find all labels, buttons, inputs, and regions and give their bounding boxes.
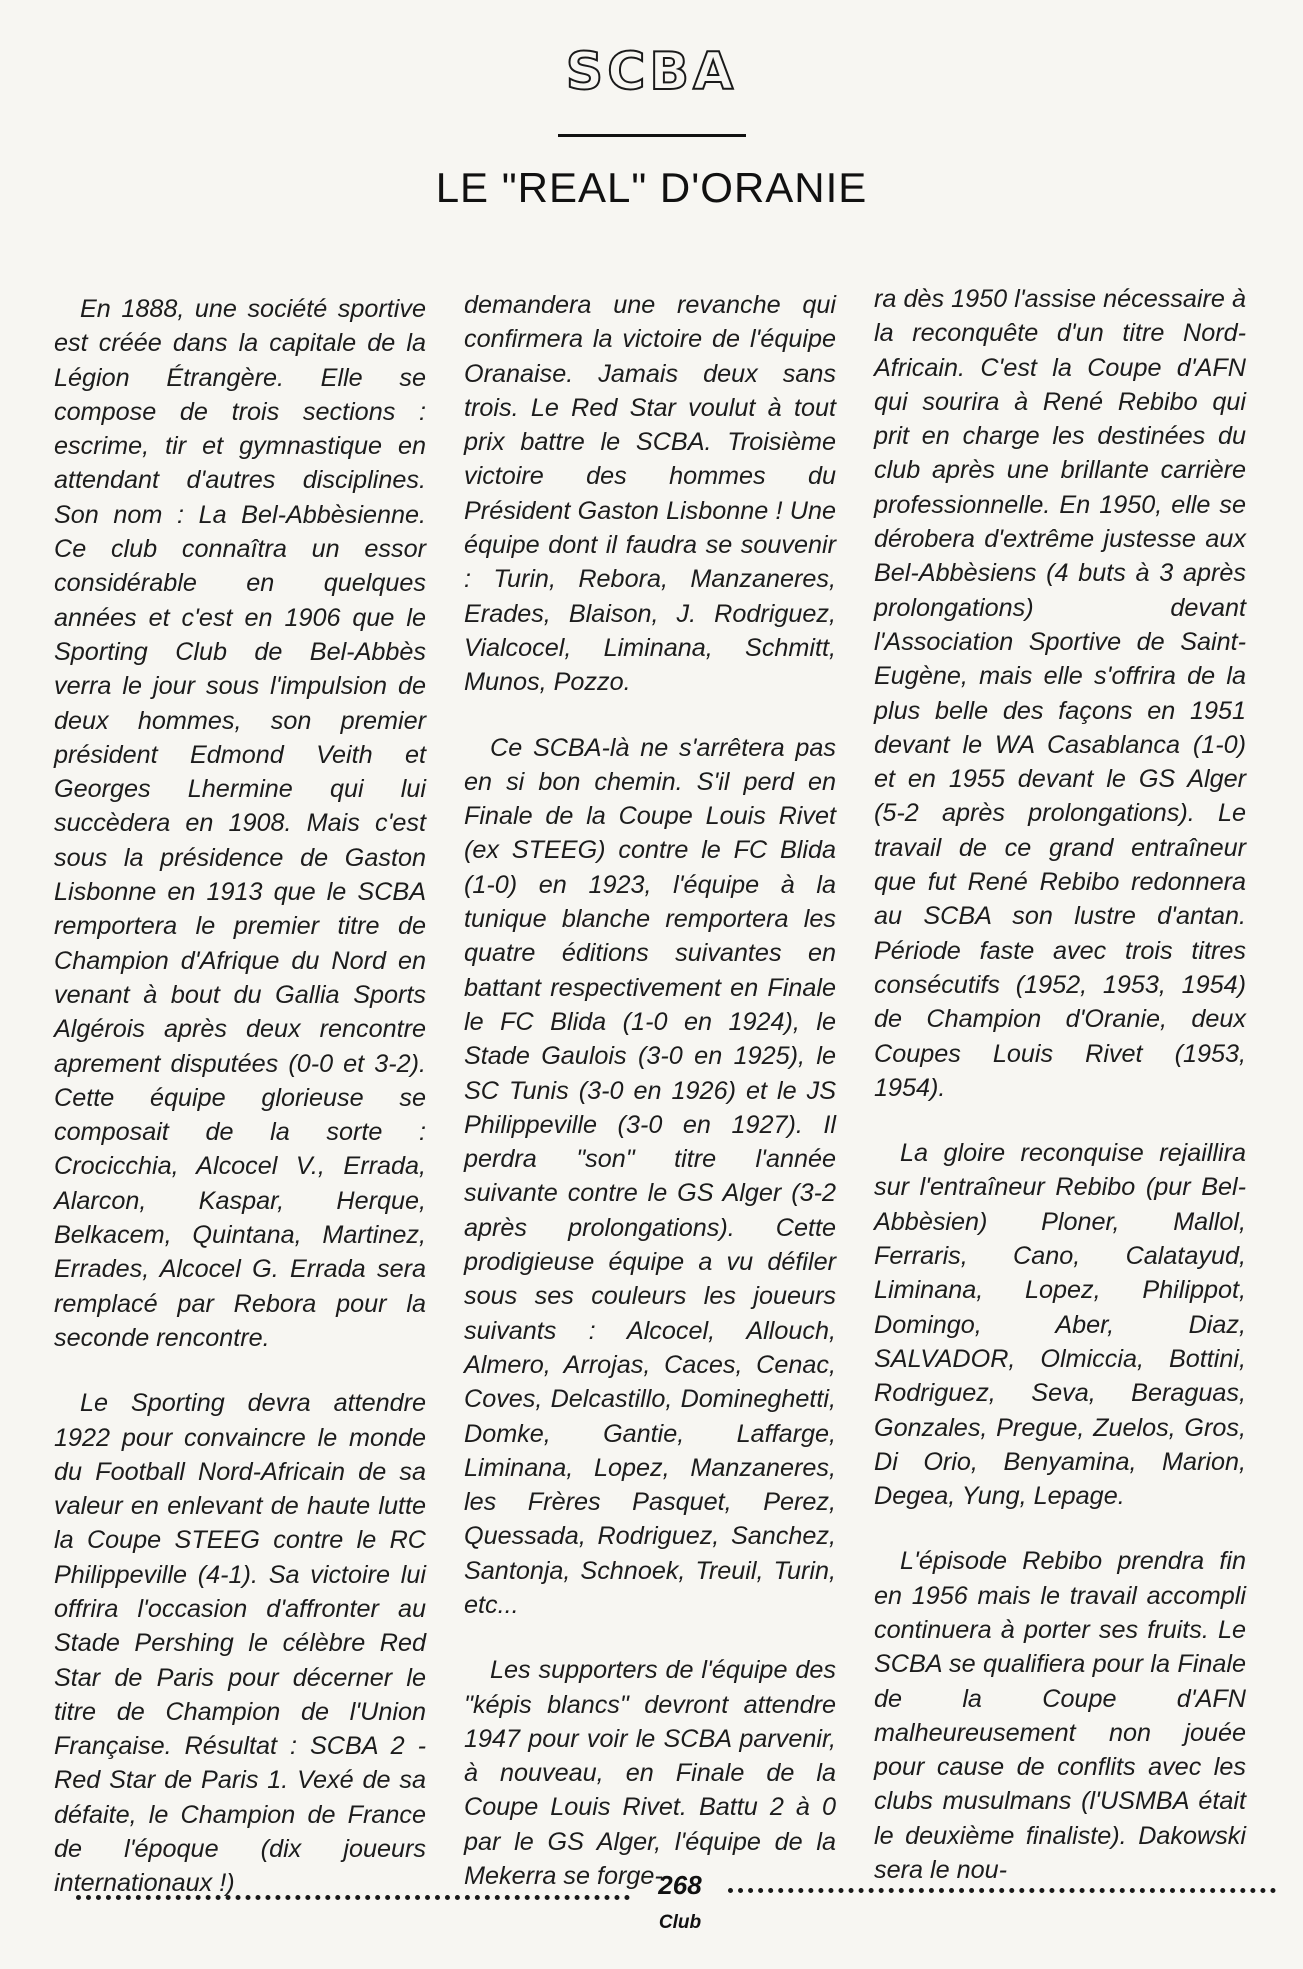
paragraph-coupe-steeg-1922: Le Sporting devra attendre 1922 pour convaincre le monde du Football Nord-Africain de sa valeur en enlevant de haute lutte la Coupe STEEG contre le RC Philippeville (4-1). Sa victoire lui offrira l'occasion d'affronter au Stade Pershing le célèbre Red Star de Paris pour décerner le titre de Champion de l'Union Française. Résultat : SCBA 2 - Red Star de Paris 1. Vexé de sa défaite, le Champion de France de l'époque (dix joueurs internationaux !) <box>54 1389 426 1898</box>
paragraph-rebibo-era: ra dès 1950 l'assise nécessaire à la reconquête d'un titre Nord-Africain. C'est la Coupe d'AFN qui sourira à René Rebibo qui prit en charge les destinées du club après une brillante carrière professionnelle. En 1950, elle se dérobera d'extrême justesse aux Bel-Abbèsiens (4 buts à 3 après prolongations) devant l'Association Sportive de Saint-Eugène, mais elle s'offrira de la plus belle des façons en 1951 devant le WA Casablanca (1-0) et en 1955 devant le GS Alger (5-2 après prolongations). Le travail de ce grand entraîneur que fut René Rebibo redonnera au SCBA son lustre d'antan. Période faste avec trois titres consécutifs (1952, 1953, 1954) de Champion d'Oranie, deux Coupes Louis Rivet (1953, 1954). <box>874 285 1246 1102</box>
paragraph-players-list: La gloire reconquise rejaillira sur l'entraîneur Rebibo (pur Bel-Abbèsien) Ploner, Mallol, Ferraris, Cano, Calatayud, Liminana, Lopez, Philippot, Domingo, Aber, Diaz, SALVADOR, Olmiccia, Bottini, Rodriguez, Seva, Beraguas, Gonzales, Pregue, Zuelos, Gros, Di Orio, Benyamina, Marion, Degea, Yung, Lepage. <box>874 1139 1246 1511</box>
article-column-3 <box>874 282 1246 1918</box>
footer-divider-right <box>728 1888 1276 1893</box>
paragraph-history-1888: En 1888, une société sportive est créée dans la capitale de la Légion Étrangère. Elle se compose de trois sections : escrime, tir et gymnastique en attendant d'autres disciplines. Son nom : La Bel-Abbèsienne. Ce club connaîtra un essor considérable en quelques années et c'est en 1906 que le Sporting Club de Bel-Abbès verra le jour sous l'impulsion de deux hommes, son premier président Edmond Veith et Georges Lhermine qui lui succèdera en 1908. Mais c'est sous la présidence de Gaston Lisbonne en 1913 que le SCBA remportera le premier titre de Champion d'Afrique du Nord en venant à bout du Gallia Sports Algérois après deux rencontre aprement disputées (0-0 et 3-2). Cette équipe glorieuse se composait de la sorte : Crocicchia, Alcocel V., Errada, Alarcon, Kaspar, Herque, Belkacem, Quintana, Martinez, Errades, Alcocel G. Errada sera remplacé par Rebora pour la seconde rencontre. <box>54 295 426 1352</box>
paragraph-kepis-blancs-1947: Les supporters de l'équipe des "képis blancs" devront attendre 1947 pour voir le SCBA parvenir, à nouveau, en Finale de la Coupe Louis Rivet. Battu 2 à 0 par le GS Alger, l'équipe de la Mekerra se forge- <box>464 1656 836 1891</box>
article-column-2 <box>464 288 836 1924</box>
paragraph-rebibo-end: L'épisode Rebibo prendra fin en 1956 mais le travail accompli continuera à porter ses fruits. Le SCBA se qualifiera pour la Finale de la Coupe d'AFN malheureusement non jouée pour cause de conflits avec les clubs musulmans (l'USMBA était le deuxième finaliste). Dakowski sera le nou- <box>874 1547 1246 1885</box>
paragraph-coupe-louis-rivet: Ce SCBA-là ne s'arrêtera pas en si bon chemin. S'il perd en Finale de la Coupe Louis Rivet (ex STEEG) contre le FC Blida (1-0) en 1923, l'équipe à la tunique blanche remportera les quatre éditions suivantes en battant respectivement en Finale le FC Blida (1-0 en 1924), le Stade Gaulois (3-0 en 1925), le SC Tunis (3-0 en 1926) et le JS Philippeville (3-0 en 1927). Il perdra "son" titre l'année suivante contre le GS Alger (3-2 après prolongations). Cette prodigieuse équipe a vu défiler sous ses couleurs les joueurs suivants : Alcocel, Allouch, Almero, Arrojas, Caces, Cenac, Coves, Delcastillo, Domineghetti, Domke, Gantie, Laffarge, Liminana, Lopez, Manzaneres, les Frères Pasquet, Perez, Quessada, Rodriguez, Sanchez, Santonja, Schnoek, Treuil, Turin, etc... <box>464 733 836 1619</box>
title-rule <box>558 134 746 137</box>
footer-label: Club <box>658 1912 702 1933</box>
page-number: 268 <box>658 1870 702 1900</box>
footer-divider-left <box>76 1895 630 1900</box>
scba-wordmark: SCBA <box>565 42 738 102</box>
article-column-1 <box>54 292 426 1932</box>
page-title: LE "REAL" D'ORANIE <box>435 164 868 211</box>
paragraph-red-star-revanche: demandera une revanche qui confirmera la victoire de l'équipe Oranaise. Jamais deux sans trois. Le Red Star voulut à tout prix battre le SCBA. Troisième victoire des hommes du Président Gaston Lisbonne ! Une équipe dont il faudra se souvenir : Turin, Rebora, Manzaneres, Erades, Blaison, J. Rodriguez, Vialcocel, Liminana, Schmitt, Munos, Pozzo. <box>464 291 836 697</box>
